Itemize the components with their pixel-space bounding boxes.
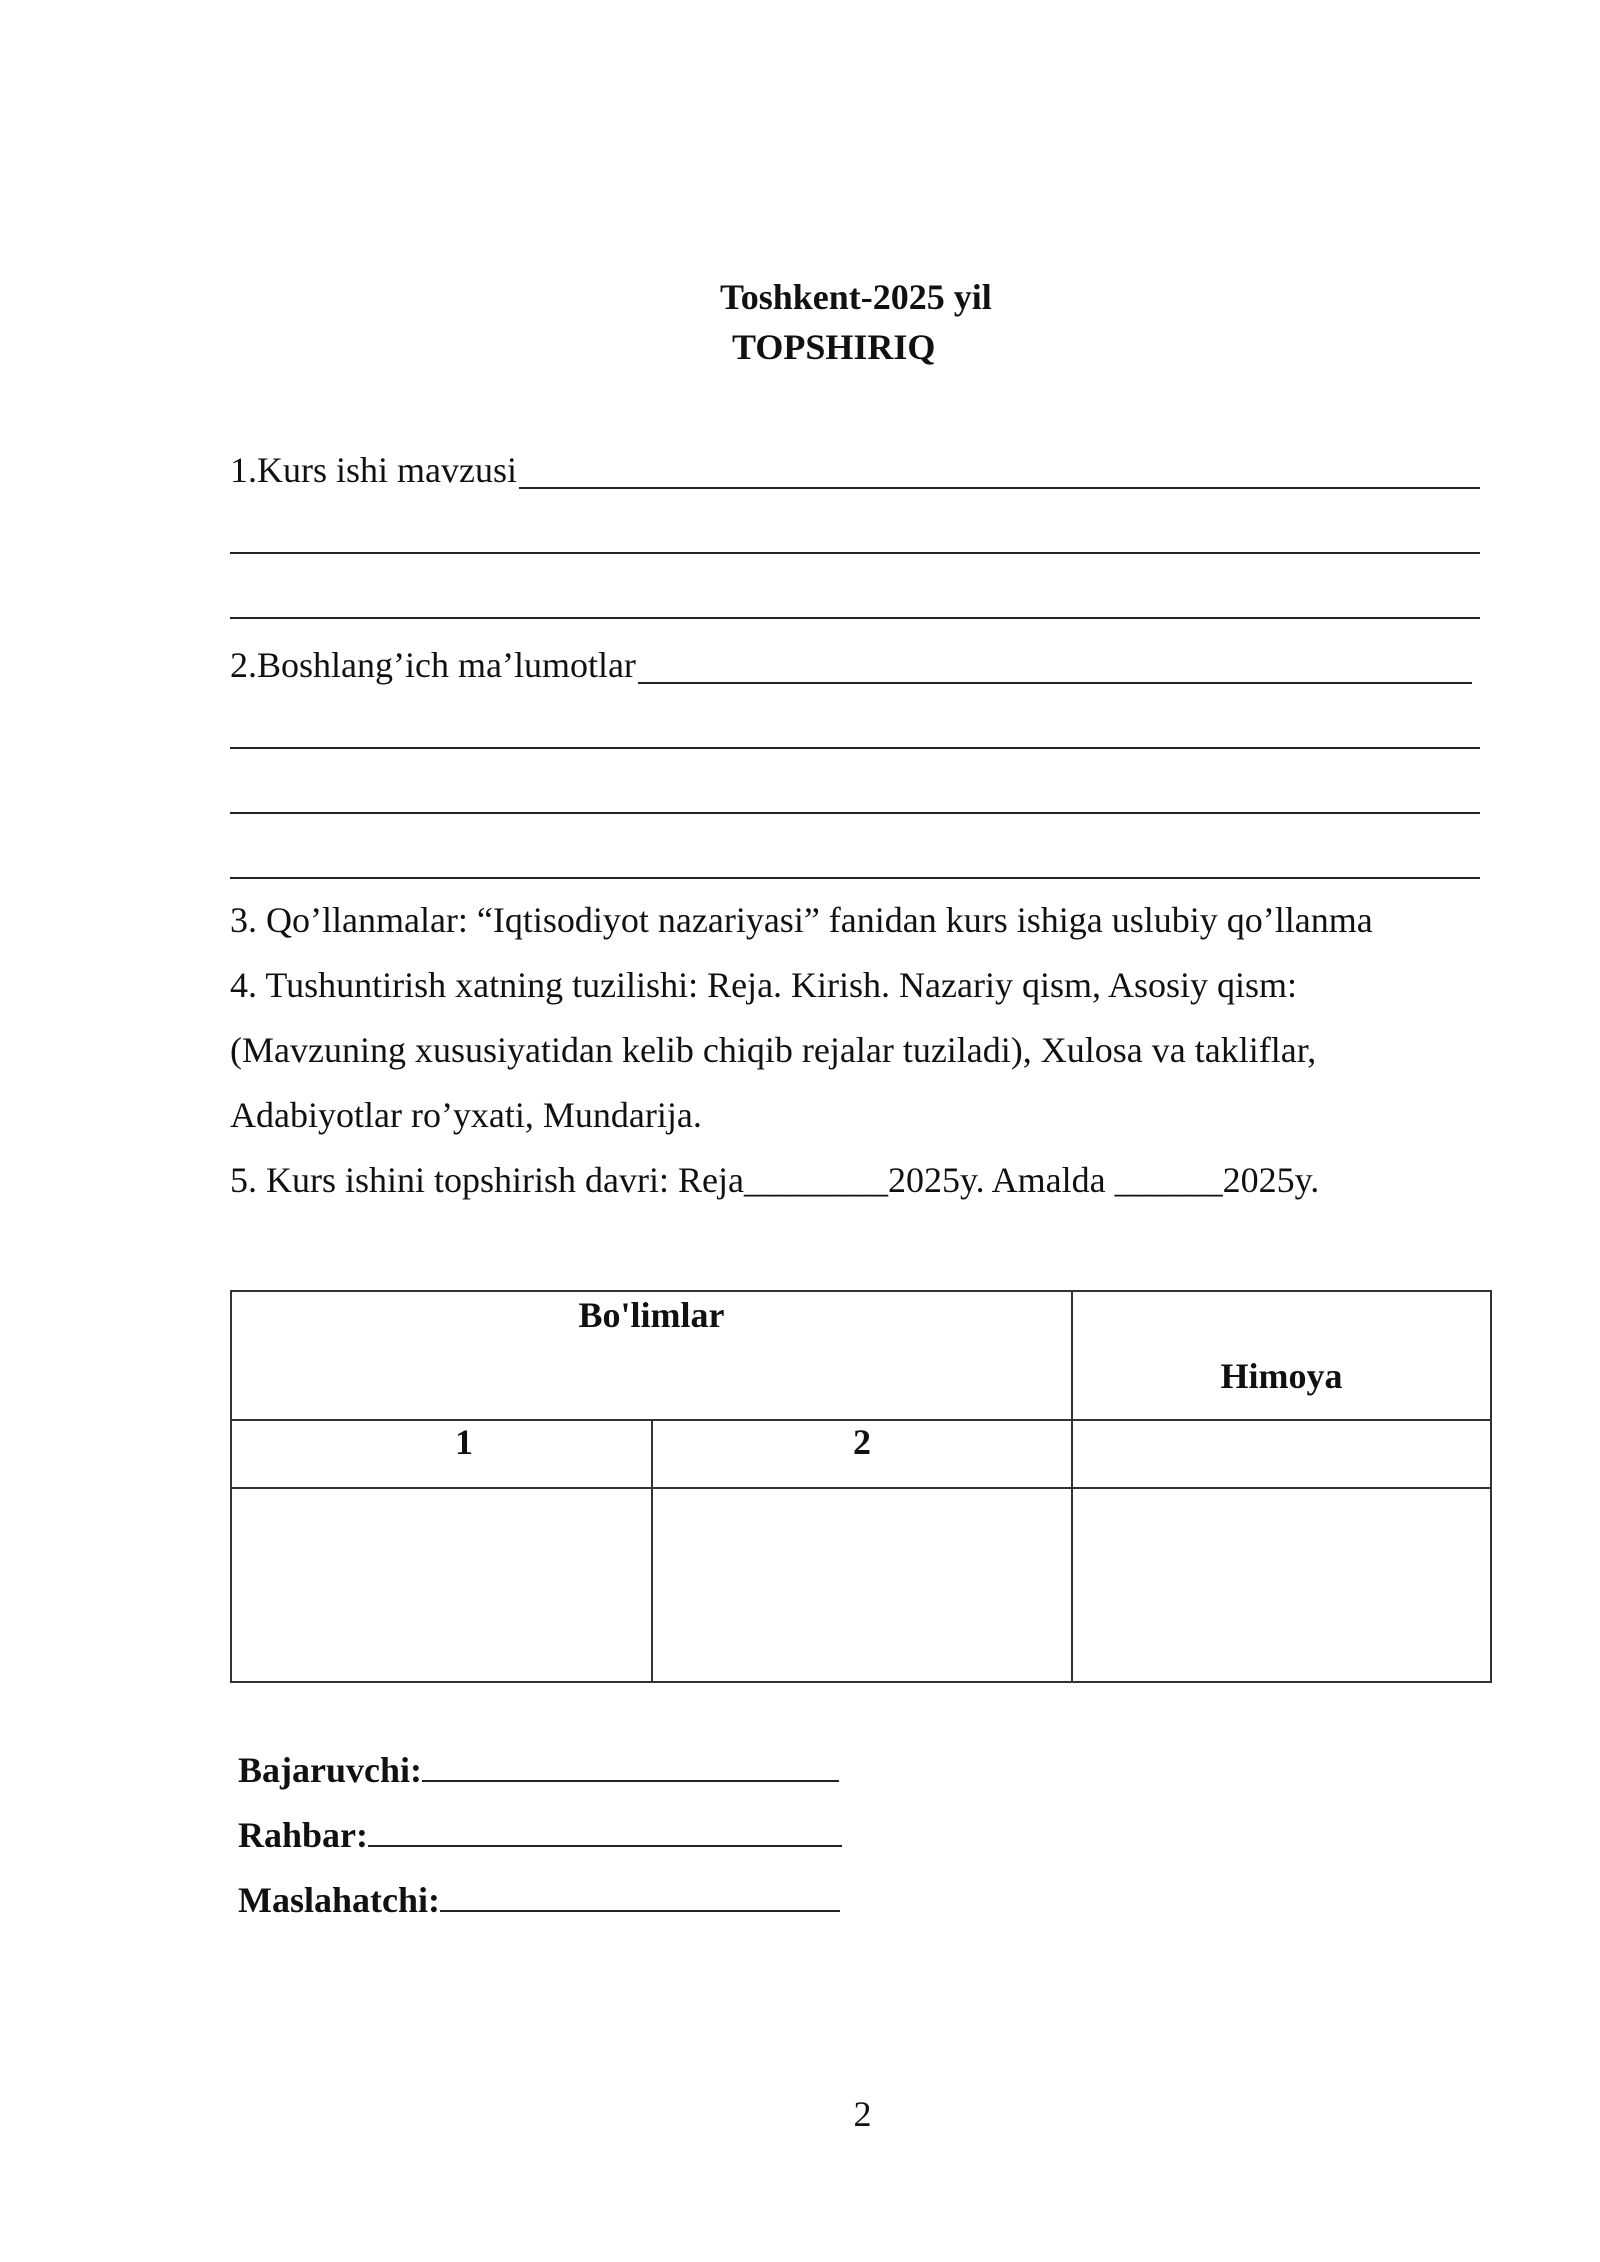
topic-line-2 xyxy=(230,510,1480,560)
consultant-underline xyxy=(440,1880,840,1912)
initial-data-underline-4 xyxy=(230,877,1480,879)
page-number: 2 xyxy=(853,2094,872,2134)
topic-label: 1.Kurs ishi mavzusi xyxy=(230,445,519,495)
topic-line-1 xyxy=(230,445,1480,495)
initial-data-line-4 xyxy=(230,835,1480,885)
table-row-divider-2 xyxy=(232,1487,1490,1489)
sections-header: Bo'limlar xyxy=(578,1295,725,1335)
structure-text-line-1: 4. Tushuntirish xatning tuzilishi: Reja. Kirish. Nazariy qism, Asosiy qism: xyxy=(230,965,1298,1005)
topic-underline-3 xyxy=(230,617,1480,619)
manuals-text: 3. Qo’llanmalar: “Iqtisodiyot nazariyasi” fanidan kurs ishiga uslubiy qo’llanma xyxy=(230,900,1373,940)
supervisor-signature-line xyxy=(238,1810,842,1860)
topic-underline-2 xyxy=(230,552,1480,554)
supervisor-underline xyxy=(368,1815,842,1847)
consultant-label: Maslahatchi: xyxy=(238,1880,440,1920)
consultant-signature-line xyxy=(238,1875,840,1925)
structure-text-line-3: Adabiyotlar ro’yxati, Mundarija. xyxy=(230,1095,702,1135)
executor-label: Bajaruvchi: xyxy=(238,1750,422,1790)
column-1-header: 1 xyxy=(455,1422,473,1462)
topic-line-3 xyxy=(230,575,1480,625)
executor-underline xyxy=(422,1750,839,1782)
sections-table xyxy=(230,1290,1492,1683)
column-2-header: 2 xyxy=(853,1422,871,1462)
initial-data-line-2 xyxy=(230,705,1480,755)
structure-text-line-2: (Mavzuning xususiyatidan kelib chiqib rejalar tuziladi), Xulosa va takliflar, xyxy=(230,1030,1317,1070)
submission-period-text: 5. Kurs ishini topshirish davri: Reja________2025y. Amalda ______2025y. xyxy=(230,1160,1320,1200)
city-year-heading: Toshkent-2025 yil xyxy=(720,277,992,317)
executor-signature-line xyxy=(238,1745,839,1795)
initial-data-line-1 xyxy=(230,640,1472,690)
page-title: TOPSHIRIQ xyxy=(732,327,936,367)
supervisor-label: Rahbar: xyxy=(238,1815,369,1855)
initial-data-underline-3 xyxy=(230,812,1480,814)
initial-data-underline-2 xyxy=(230,747,1480,749)
initial-data-label: 2.Boshlang’ich ma’lumotlar xyxy=(230,640,638,690)
initial-data-line-3 xyxy=(230,770,1480,820)
defense-header: Himoya xyxy=(1220,1356,1343,1396)
